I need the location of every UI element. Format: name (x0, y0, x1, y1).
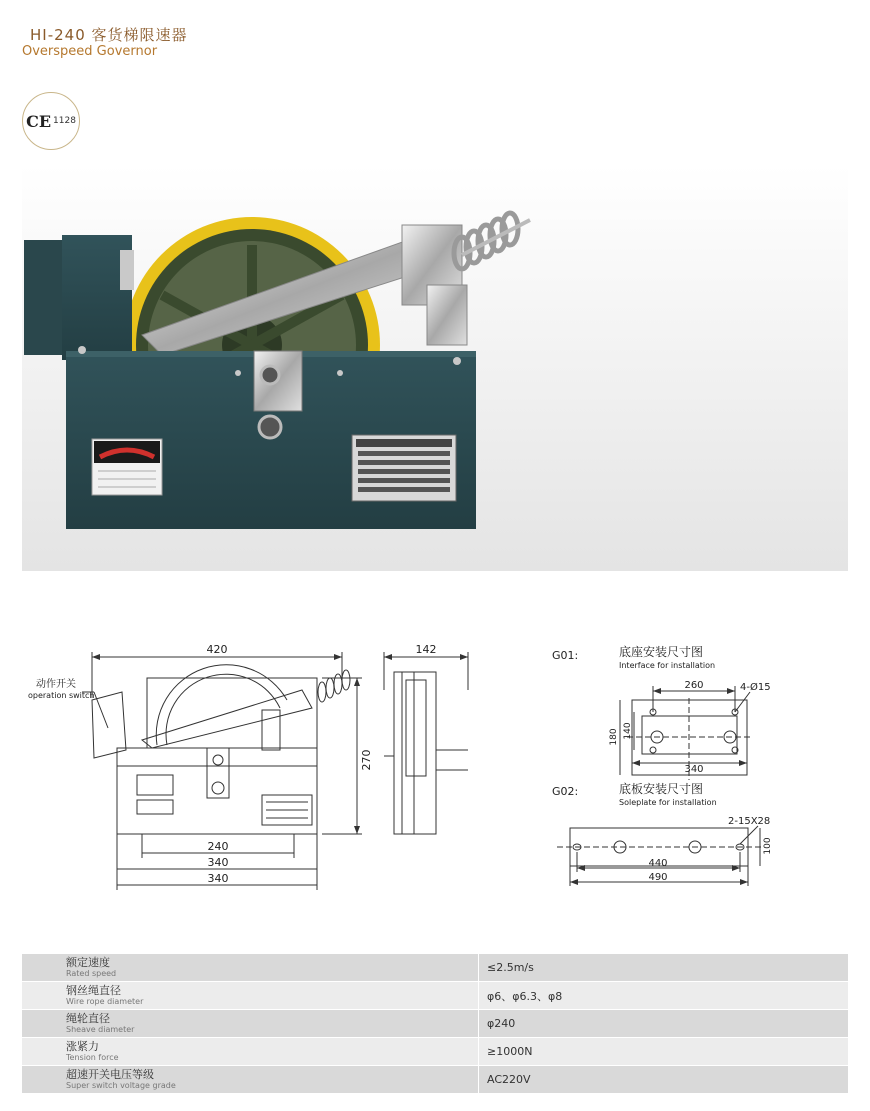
ce-mark: CE (26, 111, 52, 131)
spec-label-en: Sheave diameter (66, 1025, 135, 1034)
spec-label-cn: 超速开关电压等级 (66, 1068, 154, 1081)
spec-value: AC220V (479, 1066, 849, 1094)
ce-certification-badge (22, 92, 80, 150)
g01-dim-outer-h: 180 (609, 728, 619, 746)
dim-front-width: 420 (206, 643, 228, 656)
spec-row (22, 954, 848, 982)
spec-value: φ6、φ6.3、φ8 (479, 982, 849, 1010)
g02-title-en: Soleplate for installation (619, 798, 717, 807)
switch-label-cn: 动作开关 (36, 679, 76, 690)
spec-value: φ240 (479, 1010, 849, 1038)
spec-row (22, 982, 848, 1010)
spec-label-cn: 绳轮直径 (66, 1012, 110, 1025)
spec-row (22, 1010, 848, 1038)
g01-dim-inner-h: 140 (623, 722, 633, 740)
g01-title-en: Interface for installation (619, 661, 716, 670)
spec-label-cn: 钢丝绳直径 (66, 984, 121, 997)
product-photo (22, 165, 848, 571)
g02-dim-inner: 440 (648, 858, 668, 869)
spec-label (22, 982, 479, 1010)
spec-label-en: Tension force (66, 1053, 119, 1062)
governor-illustration (22, 165, 848, 571)
spec-row (22, 1038, 848, 1066)
spec-label-cn: 额定速度 (66, 956, 110, 969)
spec-label (22, 1010, 479, 1038)
spec-label-cn: 涨紧力 (66, 1040, 99, 1053)
spec-label-en: Rated speed (66, 969, 117, 978)
spec-label-en: Super switch voltage grade (66, 1081, 176, 1090)
g01-holes: 4-Ø15 (740, 682, 771, 693)
g01-title-cn: 底座安装尺寸图 (619, 645, 704, 659)
spec-label (22, 1038, 479, 1066)
g02-holes: 2-15X28 (728, 816, 771, 827)
g02-code: G02: (552, 785, 579, 798)
spec-value: ≥1000N (479, 1038, 849, 1066)
technical-drawing (22, 620, 848, 920)
spec-label (22, 954, 479, 982)
spec-label (22, 1066, 479, 1094)
spec-value: ≤2.5m/s (479, 954, 849, 982)
g02-dim-outer: 490 (648, 872, 668, 883)
g01-dim-top: 260 (684, 680, 704, 691)
spec-label-en: Wire rope diameter (66, 997, 144, 1006)
g01-code: G01: (552, 649, 579, 662)
g02-dim-h: 100 (763, 837, 773, 855)
switch-label-en: operation switch (28, 691, 95, 700)
dim-front-height: 270 (360, 749, 373, 771)
dim-front-b3: 340 (207, 872, 229, 885)
spec-row (22, 1066, 848, 1094)
product-title-en: Overspeed Governor (22, 44, 158, 59)
dim-side-width: 142 (415, 643, 437, 656)
dim-front-b1: 240 (207, 840, 229, 853)
product-title-cn: HI-240 客货梯限速器 (30, 26, 188, 44)
dim-front-b2: 340 (207, 856, 229, 869)
spec-table (22, 954, 848, 1094)
ce-number: 1128 (53, 116, 76, 126)
g01-dim-bottom: 340 (684, 764, 704, 775)
g02-title-cn: 底板安装尺寸图 (619, 782, 704, 796)
